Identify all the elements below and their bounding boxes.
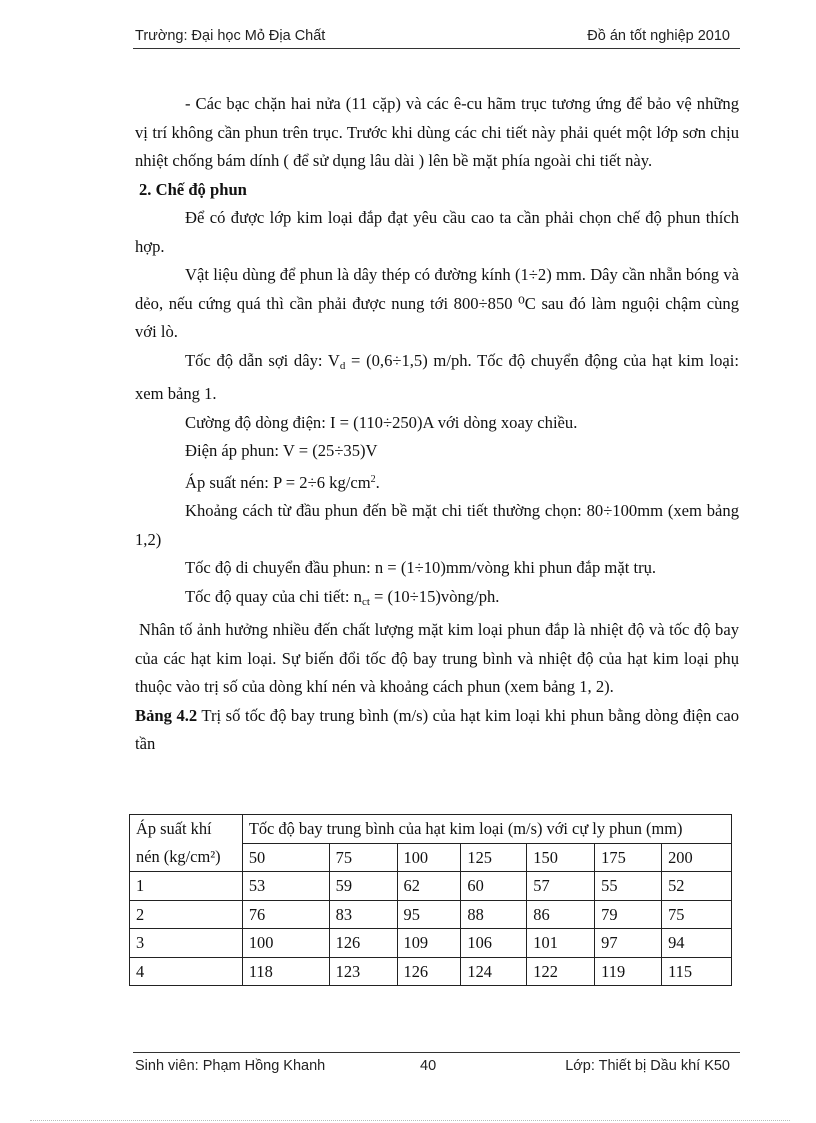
text-run: .	[375, 472, 380, 492]
header-project: Đồ án tốt nghiệp 2010	[587, 28, 730, 44]
page-footer	[133, 1052, 740, 1080]
paragraph: Nhân tố ảnh hưởng nhiều đến chất lượng mặt kim loại phun đắp là nhiệt độ và tốc độ bay của các hạt kim loại. Sự biến đổi tốc độ bay trung bình và nhiệt độ của hạt kim loại phụ thuộc vào trị số của dòng khí nén và khoảng cách phun (xem bảng 1, 2).	[135, 620, 739, 696]
speed-cell: 94	[662, 929, 732, 958]
distance-cell: 175	[595, 843, 662, 872]
distance-cell: 75	[329, 843, 397, 872]
speed-cell: 101	[527, 929, 595, 958]
speed-cell: 106	[461, 929, 527, 958]
paragraph	[135, 466, 739, 498]
paragraph	[135, 347, 739, 409]
page-edge	[30, 1120, 790, 1121]
speed-cell: 57	[527, 872, 595, 901]
paragraph: Vật liệu dùng để phun là dây thép có đường kính (1÷2) mm. Dây cần nhẵn bóng và dẻo, nếu cứng quá thì cần phải được nung tới 800÷850 ⁰C sau đó làm nguội chậm cùng với lò.	[135, 265, 739, 341]
distance-cell: 100	[397, 843, 461, 872]
speed-cell: 126	[397, 957, 461, 986]
distance-cell: 150	[527, 843, 595, 872]
speed-cell: 118	[242, 957, 329, 986]
table-row	[130, 872, 732, 901]
text-run: Tốc độ dẫn sợi dây: V	[185, 350, 340, 370]
caption-label: Bảng 4.2	[135, 705, 198, 725]
speed-cell: 122	[527, 957, 595, 986]
pressure-cell: 2	[130, 900, 243, 929]
speed-cell: 100	[242, 929, 329, 958]
speed-cell: 124	[461, 957, 527, 986]
speed-cell: 88	[461, 900, 527, 929]
page-header	[133, 28, 740, 49]
speed-cell: 52	[662, 872, 732, 901]
paragraph: Điện áp phun: V = (25÷35)V	[185, 441, 378, 460]
speed-cell: 95	[397, 900, 461, 929]
speed-cell: 59	[329, 872, 397, 901]
table-header-row	[130, 815, 732, 844]
subscript: d	[339, 359, 346, 372]
speed-cell: 115	[662, 957, 732, 986]
speed-cell: 86	[527, 900, 595, 929]
speed-cell: 126	[329, 929, 397, 958]
paragraph: Cường độ dòng điện: I = (110÷250)A với dòng xoay chiều.	[185, 412, 578, 432]
paragraph: Tốc độ di chuyển đầu phun: n = (1÷10)mm/vòng khi phun đắp mặt trụ.	[185, 558, 657, 577]
speed-cell: 76	[242, 900, 329, 929]
paragraph: Để có được lớp kim loại đắp đạt yêu cầu cao ta cần phải chọn chế độ phun thích hợp.	[135, 208, 739, 256]
page-number: 40	[420, 1058, 437, 1074]
speed-table	[129, 814, 732, 986]
footer-student: Sinh viên: Phạm Hồng Khanh	[135, 1058, 326, 1074]
distance-cell: 200	[662, 843, 732, 872]
text-run: = (10÷15)vòng/ph.	[369, 586, 500, 606]
table-row	[130, 900, 732, 929]
distance-cell: 125	[461, 843, 527, 872]
speed-cell: 123	[329, 957, 397, 986]
text-run: Tốc độ quay của chi tiết: n	[185, 586, 362, 606]
text-run: Áp suất nén: P = 2÷6 kg/cm	[185, 472, 371, 492]
distance-cell: 50	[242, 843, 329, 872]
table-row	[130, 929, 732, 958]
speed-cell: 109	[397, 929, 461, 958]
speed-cell: 75	[662, 900, 732, 929]
pressure-cell: 1	[130, 872, 243, 901]
speed-cell: 53	[242, 872, 329, 901]
speed-cell: 62	[397, 872, 461, 901]
caption-text: Trị số tốc độ bay trung bình (m/s) của hạt kim loại khi phun bằng dòng điện cao tần	[135, 705, 740, 753]
paragraph: - Các bạc chặn hai nửa (11 cặp) và các ê-cu hãm trục tương ứng để bảo vệ những vị trí không cần phun trên trục. Trước khi dùng các chi tiết này phải quét một lớp sơn chịu nhiệt chống bám dính ( để sử dụng lâu dài ) lên bề mặt phía ngoài chi tiết này.	[135, 94, 739, 170]
speed-cell: 83	[329, 900, 397, 929]
header-school: Trường: Đại học Mỏ Địa Chất	[135, 28, 326, 44]
footer-class: Lớp: Thiết bị Dầu khí K50	[565, 1058, 730, 1074]
paragraph: Khoảng cách từ đầu phun đến bề mặt chi tiết thường chọn: 80÷100mm (xem bảng 1,2)	[135, 501, 739, 549]
page-content	[135, 90, 739, 759]
pressure-cell: 4	[130, 957, 243, 986]
table-caption	[135, 702, 739, 759]
speed-cell: 79	[595, 900, 662, 929]
speed-cell: 55	[595, 872, 662, 901]
paragraph	[135, 583, 739, 617]
pressure-header: Áp suất khí nén (kg/cm²)	[130, 815, 243, 872]
speed-group-header: Tốc độ bay trung bình của hạt kim loại (m/s) với cự ly phun (mm)	[242, 815, 731, 844]
speed-cell: 119	[595, 957, 662, 986]
speed-cell: 97	[595, 929, 662, 958]
speed-cell: 60	[461, 872, 527, 901]
text-run: = (0,6÷1,5) m/ph. Tốc độ chuyển động của hạt kim loại: xem bảng 1.	[135, 350, 739, 403]
pressure-cell: 3	[130, 929, 243, 958]
section-heading: 2. Chế độ phun	[139, 179, 247, 199]
superscript: 2	[370, 473, 376, 485]
subscript: ct	[361, 595, 370, 608]
table-row	[130, 957, 732, 986]
